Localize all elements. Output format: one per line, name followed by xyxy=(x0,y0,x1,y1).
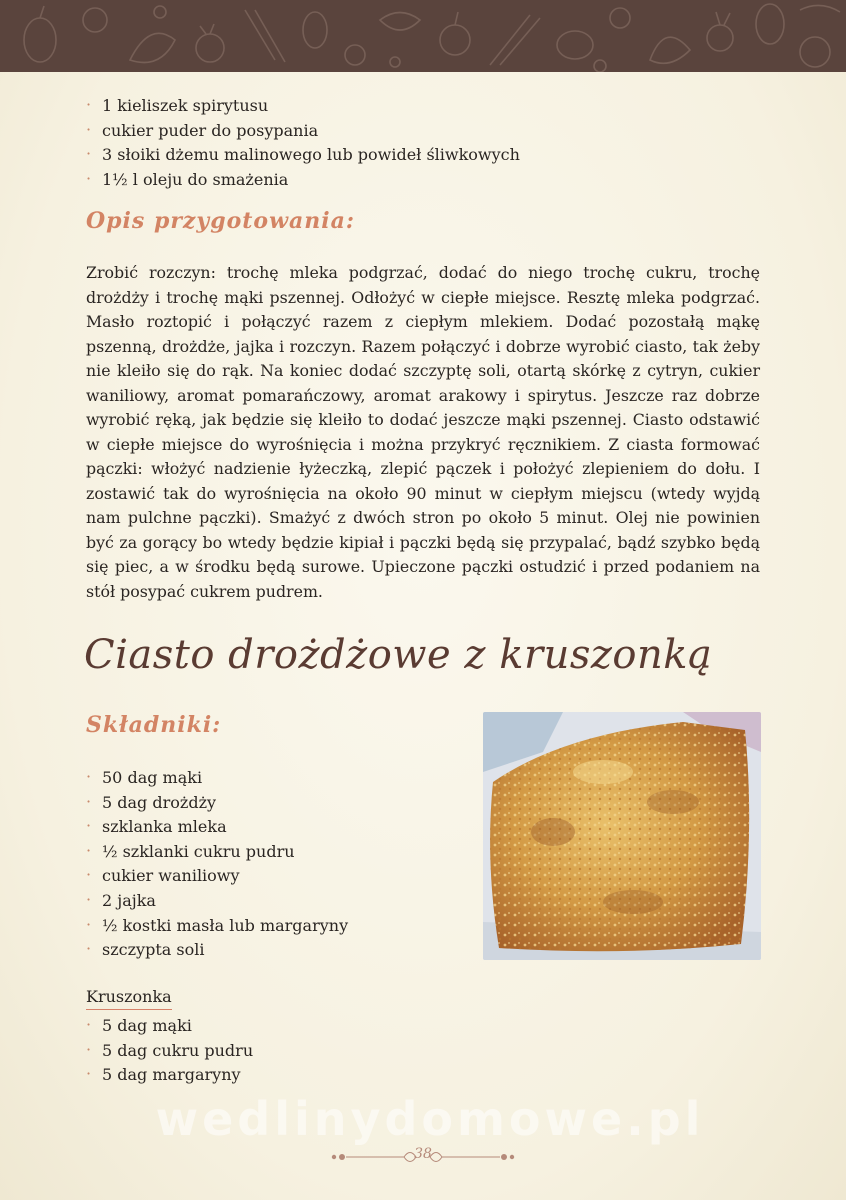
list-item: · 3 słoiki dżemu malinowego lub powideł śliwkowych xyxy=(86,143,520,168)
list-item: · 50 dag mąki xyxy=(86,766,348,791)
vegetable-pattern-icon xyxy=(0,0,846,72)
page-number: 38 xyxy=(414,1146,432,1162)
list-item: · ½ kostki masła lub margaryny xyxy=(86,914,348,939)
header-banner xyxy=(0,0,846,72)
page-footer xyxy=(330,1142,516,1172)
ingredient-list-main xyxy=(86,766,348,963)
watermark: wedlinydomowe.pl xyxy=(155,1092,705,1146)
list-item: · ½ szklanki cukru pudru xyxy=(86,840,348,865)
list-item: · szklanka mleka xyxy=(86,815,348,840)
list-item: · 5 dag cukru pudru xyxy=(86,1039,253,1064)
cake-photo xyxy=(483,712,761,960)
list-item: · 5 dag margaryny xyxy=(86,1063,253,1088)
list-item: · szczypta soli xyxy=(86,938,348,963)
crumble-heading: Kruszonka xyxy=(86,986,172,1010)
ingredient-list-crumble xyxy=(86,1014,253,1088)
preparation-heading: Opis przygotowania: xyxy=(86,208,356,234)
ingredient-list-top xyxy=(86,94,520,192)
list-item: · 1½ l oleju do smażenia xyxy=(86,168,520,193)
list-item: · 2 jajka xyxy=(86,889,348,914)
list-item: · 5 dag drożdży xyxy=(86,791,348,816)
list-item: · cukier puder do posypania xyxy=(86,119,520,144)
list-item: · 1 kieliszek spirytusu xyxy=(86,94,520,119)
list-item: · 5 dag mąki xyxy=(86,1014,253,1039)
ingredients-heading: Składniki: xyxy=(86,712,222,738)
list-item: · cukier waniliowy xyxy=(86,864,348,889)
recipe-title: Ciasto drożdżowe z kruszonką xyxy=(84,632,713,678)
preparation-text: Zrobić rozczyn: trochę mleka podgrzać, dodać do niego trochę cukru, trochę drożdży i trochę mąki pszennej. Odłożyć w ciepłe miejsce. Resztę mleka podgrzać. Masło roztopić i połączyć razem z ciepłym mlekiem. Dodać pozostałą mąkę pszenną, drożdże, jajka i rozczyn. Razem połączyć i dobrze wyrobić ciasto, tak żeby nie kleiło się do rąk. Na koniec dodać szczyptę soli, otartą skórkę z cytryn, cukier waniliowy, aromat pomarańczowy, aromat arakowy i spirytus. Jeszcze raz dobrze wyrobić ręką, jak będzie się kleiło to dodać jeszcze mąki pszennej. Ciasto odstawić w ciepłe miejsce do wyrośnięcia i można przykryć ręcznikiem. Z ciasta formować pączki: włożyć nadzienie łyżeczką, zlepić pączek i położyć zlepieniem do dołu. I zostawić tak do wyrośnięcia na około 90 minut w ciepłym miejscu (wtedy wyjdą nam pulchne pączki). Smażyć z dwóch stron po około 5 minut. Olej nie powinien być za gorący bo wtedy będzie kipiał i pączki będą się przypalać, bądź szybko będą się piec, a w środku będą surowe. Upieczone pączki ostudzić i przed podaniem na stół posypać cukrem pudrem. xyxy=(86,263,760,601)
